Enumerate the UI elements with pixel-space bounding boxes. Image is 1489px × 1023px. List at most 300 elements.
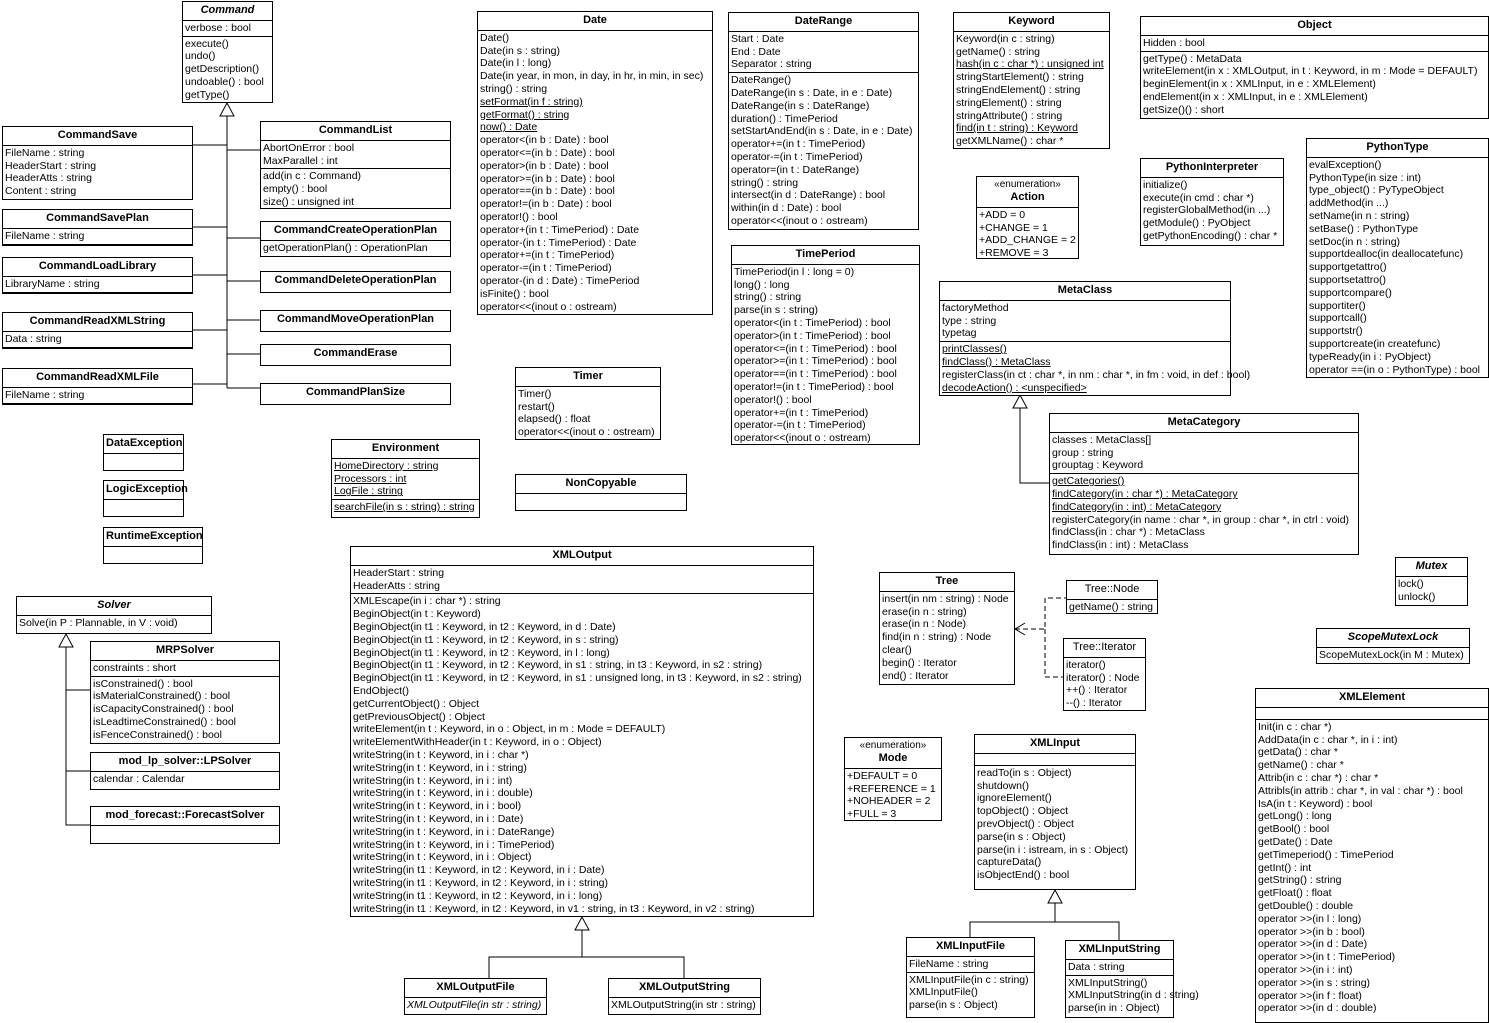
class-logic-exception[interactable]: [103, 480, 188, 517]
operation-row: getInt() : int: [1258, 861, 1312, 874]
attribute-compartment: [104, 499, 183, 511]
attribute-row: getXMLName() : char *: [956, 135, 1064, 148]
operation-row: duration() : TimePeriod: [731, 112, 838, 125]
class-name: TimePeriod: [795, 248, 856, 260]
operation-row: beginElement(in x : XMLInput, in e : XMLElement): [1143, 78, 1376, 91]
class-name: MetaClass: [1057, 284, 1113, 296]
operation-row: writeString(in t : Keyword, in i : bool): [353, 800, 522, 813]
attribute-compartment: [516, 493, 686, 505]
class-python-interpreter[interactable]: [1140, 158, 1284, 246]
attribute-row: operator!() : bool: [480, 210, 558, 223]
class-xmloutput[interactable]: [350, 546, 814, 917]
attribute-row: Keyword(in c : string): [956, 32, 1055, 45]
class-name: Tree::Iterator: [1072, 641, 1137, 653]
class-name: CommandReadXMLString: [29, 315, 166, 327]
operation-row: findCategory(in : int) : MetaCategory: [1052, 500, 1222, 513]
attribute-row: hash(in c : char *) : unsigned int: [956, 58, 1104, 71]
class-command-save-plan[interactable]: [2, 209, 193, 246]
class-header: [940, 282, 1230, 300]
class-name: Tree: [935, 575, 959, 587]
attribute-row: +ADD_CHANGE = 2: [979, 234, 1076, 247]
attribute-row: Date(in s : string): [480, 44, 560, 57]
attribute-compartment: [351, 565, 813, 594]
class-environment[interactable]: [331, 439, 480, 518]
attribute-compartment: [478, 30, 712, 315]
attribute-row: ++() : Iterator: [1066, 684, 1128, 697]
class-header: [261, 384, 450, 402]
attribute-row: Date(in l : long): [480, 57, 552, 70]
operation-compartment: [1256, 719, 1488, 1016]
class-header: [91, 807, 279, 825]
operation-compartment: [183, 36, 272, 103]
attribute-row: iterator(): [1066, 658, 1106, 671]
attribute-row: setBase() : PythonType: [1309, 222, 1419, 235]
operation-row: operator=(in t : DateRange): [731, 163, 860, 176]
operation-compartment: [91, 676, 279, 743]
class-name: Timer: [573, 370, 603, 382]
operation-row: XMLInputString(in d : string): [1068, 989, 1199, 1002]
attribute-row: restart(): [518, 400, 555, 413]
attribute-row: stringAttribute() : string: [956, 109, 1063, 122]
attribute-compartment: [261, 240, 450, 256]
operation-row: add(in c : Command): [263, 170, 362, 183]
attribute-row: operator>=(in t : TimePeriod) : bool: [734, 355, 897, 368]
attribute-row: getModule() : PyObject: [1143, 217, 1251, 230]
class-header: [1396, 558, 1467, 576]
attribute-row: registerGlobalMethod(in ...): [1143, 204, 1271, 217]
attribute-row: supportgetattro(): [1309, 261, 1387, 274]
class-name: Action: [1010, 191, 1045, 203]
operation-row: operator >>(in t : TimePeriod): [1258, 951, 1396, 964]
attribute-compartment: [845, 768, 941, 822]
operation-row: getSize()() : short: [1143, 103, 1225, 116]
attribute-row: Content : string: [5, 185, 77, 198]
operation-row: operator >>(in b : bool): [1258, 925, 1365, 938]
attribute-compartment: [3, 276, 192, 292]
class-header: [261, 272, 450, 290]
attribute-row: operator+=(in t : TimePeriod): [480, 249, 615, 262]
operation-row: empty() : bool: [263, 183, 328, 196]
operation-row: XMLEscape(in i : char *) : string: [353, 595, 501, 608]
operation-row: searchFile(in s : string) : string: [334, 501, 475, 514]
operation-row: getCurrentObject() : Object: [353, 697, 480, 710]
attribute-row: now() : Date: [480, 121, 538, 134]
operation-row: getString() : string: [1258, 874, 1342, 887]
operation-compartment: [3, 347, 192, 359]
class-action[interactable]: [976, 176, 1079, 259]
attribute-row: erase(in n : Node): [882, 618, 967, 631]
attribute-compartment: [880, 591, 1014, 684]
attribute-row: LibraryName : string: [5, 277, 100, 290]
class-header: [1050, 414, 1358, 432]
attribute-row: long() : long: [734, 278, 790, 291]
attribute-row: supportcreate(in createfunc): [1309, 337, 1441, 350]
class-header: [609, 979, 760, 997]
attribute-row: getName() : string: [1069, 600, 1154, 613]
class-command-erase[interactable]: [260, 344, 451, 366]
attribute-row: supportstr(): [1309, 325, 1363, 338]
class-command-plan-size[interactable]: [260, 383, 451, 405]
attribute-row: factoryMethod: [942, 301, 1009, 314]
attribute-row: operator==(in b : Date) : bool: [480, 185, 615, 198]
class-header: [332, 440, 479, 458]
class-stereotype: «enumeration»: [859, 740, 927, 751]
operation-row: DateRange(in s : DateRange): [731, 99, 870, 112]
attribute-row: operator!() : bool: [734, 393, 812, 406]
class-tree[interactable]: [879, 572, 1015, 685]
operation-row: endElement(in x : XMLInput, in e : XMLElement): [1143, 90, 1368, 103]
operation-row: writeElement(in t : Keyword, in o : Object, in m : Mode = DEFAULT): [353, 723, 666, 736]
operation-row: operator<<(inout o : ostream): [731, 214, 868, 227]
operation-row: undo(): [185, 50, 216, 63]
attribute-row: operator+(in t : TimePeriod) : Date: [480, 223, 640, 236]
class-name: XMLInputString: [1078, 943, 1161, 955]
class-forecast-solver[interactable]: [90, 806, 280, 844]
attribute-row: +CHANGE = 1: [979, 221, 1048, 234]
class-command-move-operation-plan[interactable]: [260, 310, 451, 332]
class-name: XMLElement: [1338, 691, 1405, 703]
class-name: CommandErase: [313, 347, 398, 359]
class-timer[interactable]: [515, 367, 661, 440]
class-name: CommandSave: [57, 129, 138, 141]
operation-row: getBool() : bool: [1258, 823, 1330, 836]
attribute-row: End : Date: [731, 45, 781, 58]
attribute-row: HeaderStart : string: [353, 566, 445, 579]
class-header: [907, 938, 1034, 956]
inheritance-line: [970, 903, 1055, 937]
class-name: XMLOutputString: [638, 981, 731, 993]
attribute-compartment: [17, 615, 211, 631]
operation-row: getTimeperiod() : TimePeriod: [1258, 848, 1394, 861]
attribute-row: operator>(in b : Date) : bool: [480, 159, 609, 172]
attribute-compartment: [1066, 959, 1173, 975]
operation-row: writeString(in t : Keyword, in i : Object): [353, 851, 532, 864]
attribute-row: operator<<(inout o : ostream): [480, 300, 617, 313]
inheritance-line: [489, 930, 582, 978]
class-name: CommandLoadLibrary: [38, 260, 157, 272]
class-header: [478, 12, 712, 30]
class-header: [845, 738, 941, 768]
operation-row: readTo(in s : Object): [977, 766, 1072, 779]
class-name: ScopeMutexLock: [1347, 631, 1439, 643]
class-header: [104, 435, 183, 453]
class-name: CommandSavePlan: [46, 212, 149, 224]
class-header: [3, 369, 192, 387]
operation-row: parse(in in : Object): [1068, 1002, 1160, 1015]
operation-row: DateRange(in s : Date, in e : Date): [731, 86, 893, 99]
class-tree-iterator[interactable]: [1063, 638, 1146, 711]
attribute-row: insert(in nm : string) : Node: [882, 592, 1009, 605]
class-command-read-xmlfile[interactable]: [2, 368, 193, 405]
attribute-row: FileName : string: [909, 957, 989, 970]
attribute-row: +NOHEADER = 2: [847, 795, 931, 808]
attribute-row: calendar : Calendar: [93, 772, 185, 785]
attribute-row: setFormat(in f : string): [480, 95, 583, 108]
operation-row: findClass(in : char *) : MetaClass: [1052, 526, 1205, 539]
attribute-row: operator<(in t : TimePeriod) : bool: [734, 316, 891, 329]
operation-row: parse(in s : Object): [909, 999, 998, 1012]
operation-row: isObjectEnd() : bool: [977, 869, 1070, 882]
class-mode[interactable]: [844, 737, 942, 821]
inheritance-line: [582, 957, 684, 978]
attribute-row: setName(in n : string): [1309, 209, 1410, 222]
operation-row: writeString(in t1 : Keyword, in t2 : Keyword, in v1 : string, in t3 : Keyword, in v2 : string): [353, 902, 755, 915]
attribute-row: string() : string: [734, 291, 802, 304]
class-name: XMLOutput: [552, 549, 612, 561]
class-xmloutput-file[interactable]: [404, 978, 547, 1015]
operation-row: intersect(in d : DateRange) : bool: [731, 189, 886, 202]
operation-row: shutdown(): [977, 779, 1029, 792]
attribute-compartment: [907, 956, 1034, 972]
operation-row: writeString(in t : Keyword, in i : TimePeriod): [353, 838, 555, 851]
attribute-row: AbortOnError : bool: [263, 141, 355, 154]
class-xmlinput[interactable]: [974, 734, 1136, 890]
class-name: XMLInputFile: [935, 940, 1006, 952]
attribute-compartment: [1064, 657, 1145, 711]
operation-row: getType(): [185, 88, 230, 101]
class-name: mod_forecast::ForecastSolver: [105, 809, 265, 821]
class-keyword[interactable]: [953, 12, 1110, 149]
class-header: [183, 2, 272, 20]
attribute-compartment: [104, 453, 183, 465]
class-time-period[interactable]: [731, 245, 920, 445]
attribute-compartment: [104, 546, 202, 558]
operation-row: BeginObject(in t : Keyword): [353, 608, 481, 621]
class-object[interactable]: [1140, 16, 1489, 119]
class-xmlelement[interactable]: [1255, 688, 1489, 1023]
class-name: Environment: [371, 442, 440, 454]
class-lpsolver[interactable]: [90, 752, 280, 790]
class-header: [1317, 629, 1469, 647]
attribute-row: +FULL = 3: [847, 808, 897, 821]
class-header: [1256, 689, 1488, 707]
inheritance-line: [1020, 408, 1049, 483]
attribute-row: +ADD = 0: [979, 208, 1026, 221]
class-command-delete-operation-plan[interactable]: [260, 271, 451, 293]
class-data-exception[interactable]: [103, 434, 184, 471]
attribute-row: type_object() : PyTypeObject: [1309, 184, 1444, 197]
attribute-row: operator+=(in t : TimePeriod): [734, 406, 869, 419]
class-xmlinput-string[interactable]: [1065, 940, 1199, 1018]
attribute-row: HomeDirectory : string: [334, 459, 439, 472]
operation-row: getFloat() : float: [1258, 887, 1332, 900]
operation-row: DateRange(): [731, 74, 792, 87]
class-name: LogicException: [106, 483, 188, 495]
class-xmlinput-file[interactable]: [906, 937, 1035, 1018]
class-date[interactable]: [477, 11, 713, 315]
inheritance-line: [66, 647, 90, 825]
operation-row: operator >>(in l : long): [1258, 912, 1362, 925]
class-name: Tree::Node: [1084, 583, 1140, 595]
operation-row: getData() : char *: [1258, 746, 1338, 759]
class-mrpsolver[interactable]: [90, 641, 280, 744]
operation-row: BeginObject(in t1 : Keyword, in t2 : Keyword, in d : Date): [353, 620, 616, 633]
class-mutex[interactable]: [1395, 557, 1468, 606]
attribute-row: supportdealloc(in deallocatefunc): [1309, 248, 1464, 261]
class-header: [1067, 581, 1157, 599]
inheritance-arrowhead: [575, 917, 589, 930]
attribute-row: --() : Iterator: [1066, 697, 1123, 710]
class-name: CommandDeleteOperationPlan: [274, 274, 437, 286]
class-meta-class[interactable]: [939, 281, 1251, 396]
attribute-row: MaxParallel : int: [263, 154, 338, 167]
class-header: [405, 979, 546, 997]
attribute-row: XMLOutputFile(in str : string): [407, 998, 542, 1011]
class-command-load-library[interactable]: [2, 257, 193, 294]
operation-row: string() : string: [731, 176, 799, 189]
class-header: [516, 368, 660, 386]
inheritance-arrowhead: [1048, 890, 1062, 903]
inheritance-arrowhead: [220, 103, 234, 116]
attribute-row: Data : string: [1068, 960, 1125, 973]
class-header: [104, 481, 188, 499]
attribute-row: operator<=(in b : Date) : bool: [480, 146, 615, 159]
operation-row: writeString(in t1 : Keyword, in t2 : Keyword, in i : string): [353, 876, 609, 889]
operation-row: BeginObject(in t1 : Keyword, in t2 : Keyword, in s : string): [353, 633, 619, 646]
attribute-row: XMLOutputString(in str : string): [611, 998, 756, 1011]
attribute-row: iterator() : Node: [1066, 671, 1140, 684]
operation-row: writeElement(in x : XMLOutput, in t : Keyword, in m : Mode = DEFAULT): [1143, 65, 1478, 78]
class-header: [3, 210, 192, 228]
operation-row: parse(in i : istream, in s : Object): [977, 843, 1129, 856]
class-meta-category[interactable]: [1049, 413, 1359, 555]
operation-row: getType() : MetaData: [1143, 52, 1242, 65]
class-command-read-xmlstring[interactable]: [2, 312, 193, 349]
class-name: XMLInput: [1029, 737, 1081, 749]
attribute-row: Processors : int: [334, 472, 407, 485]
class-name: Object: [1297, 19, 1332, 31]
class-command-save[interactable]: [2, 126, 193, 200]
attribute-compartment: [729, 31, 918, 72]
attribute-row: grouptag : Keyword: [1052, 459, 1144, 472]
class-header: [1141, 159, 1283, 177]
class-command-list[interactable]: [260, 121, 451, 209]
class-tree-node[interactable]: [1066, 580, 1158, 614]
attribute-row: operator<=(in t : TimePeriod) : bool: [734, 342, 897, 355]
operation-row: printClasses(): [942, 343, 1007, 356]
class-header: [91, 753, 279, 771]
class-command-create-operation-plan[interactable]: [260, 221, 451, 257]
operation-row: Attrib(in c : char *) : char *: [1258, 771, 1379, 784]
attribute-row: +REFERENCE = 1: [847, 782, 936, 795]
class-name: PythonType: [1366, 141, 1429, 153]
class-header: [3, 258, 192, 276]
class-name: NonCopyable: [565, 477, 637, 489]
operation-compartment: [3, 292, 192, 304]
attribute-compartment: [3, 387, 192, 403]
operation-row: isFenceConstrained() : bool: [93, 728, 222, 741]
class-date-range[interactable]: [728, 12, 919, 230]
attribute-row: ScopeMutexLock(in M : Mutex): [1319, 648, 1464, 661]
operation-row: findCategory(in : char *) : MetaCategory: [1052, 487, 1238, 500]
attribute-row: operator ==(in o : PythonType) : bool: [1309, 363, 1481, 376]
attribute-row: lock(): [1398, 577, 1424, 590]
attribute-row: FileName : string: [5, 146, 85, 159]
attribute-row: operator-(in d : Date) : TimePeriod: [480, 274, 640, 287]
attribute-row: erase(in n : string): [882, 605, 967, 618]
attribute-row: Timer(): [518, 387, 552, 400]
operation-row: getCategories(): [1052, 475, 1125, 488]
attribute-compartment: [1256, 707, 1488, 719]
class-header: [1066, 941, 1173, 959]
attribute-row: getOperationPlan() : OperationPlan: [263, 241, 428, 254]
attribute-row: group : string: [1052, 446, 1114, 459]
class-name: CommandPlanSize: [305, 386, 406, 398]
attribute-row: operator==(in t : TimePeriod) : bool: [734, 368, 897, 381]
operation-row: findClass() : MetaClass: [942, 355, 1051, 368]
operation-row: writeString(in t : Keyword, in i : char *): [353, 748, 529, 761]
attribute-compartment: [3, 145, 192, 199]
attribute-row: operator-(in t : TimePeriod) : Date: [480, 236, 637, 249]
operation-row: undoable() : bool: [185, 75, 264, 88]
attribute-row: Date(): [480, 31, 510, 44]
operation-row: writeString(in t : Keyword, in i : Date): [353, 812, 524, 825]
operation-row: writeString(in t1 : Keyword, in t2 : Keyword, in i : long): [353, 889, 603, 902]
attribute-row: +REMOVE = 3: [979, 247, 1049, 260]
attribute-row: setDoc(in n : string): [1309, 235, 1401, 248]
operation-row: BeginObject(in t1 : Keyword, in t2 : Keyword, in s1 : string, in t3 : Keyword, in s2 : string): [353, 659, 763, 672]
class-header: [3, 127, 192, 145]
attribute-row: supportcompare(): [1309, 286, 1392, 299]
attribute-compartment: [1307, 157, 1488, 378]
class-non-copyable[interactable]: [515, 474, 687, 511]
operation-row: IsA(in t : Keyword) : bool: [1258, 797, 1373, 810]
operation-row: getDescription(): [185, 63, 260, 76]
class-scope-mutex-lock[interactable]: [1316, 628, 1470, 664]
attribute-row: supportcall(): [1309, 312, 1367, 325]
attribute-row: initialize(): [1143, 178, 1188, 191]
operation-compartment: [351, 593, 813, 916]
class-header: [17, 597, 211, 615]
class-name: Date: [583, 14, 607, 26]
class-command[interactable]: [182, 1, 273, 103]
attribute-compartment: [183, 20, 272, 36]
class-python-type[interactable]: [1306, 138, 1489, 378]
attribute-compartment: [261, 140, 450, 169]
attribute-row: string() : string: [480, 82, 548, 95]
attribute-row: FileName : string: [5, 388, 85, 401]
operation-row: registerCategory(in name : char *, in group : char *, in ctrl : void): [1052, 513, 1350, 526]
operation-row: getDouble() : double: [1258, 899, 1354, 912]
operation-row: BeginObject(in t1 : Keyword, in t2 : Keyword, in l : long): [353, 646, 610, 659]
attribute-row: find(in t : string) : Keyword: [956, 122, 1078, 135]
operation-row: XMLInputString(): [1068, 976, 1148, 989]
operation-row: operator >>(in i : int): [1258, 963, 1353, 976]
operation-row: operator+=(in t : TimePeriod): [731, 138, 866, 151]
attribute-row: operator!=(in b : Date) : bool: [480, 198, 612, 211]
class-header: [3, 313, 192, 331]
class-header: [729, 13, 918, 31]
attribute-row: typeReady(in i : PyObject): [1309, 350, 1431, 363]
class-header: [1141, 17, 1488, 35]
operation-row: prevObject() : Object: [977, 817, 1074, 830]
operation-row: Attribls(in attrib : char *, in val : char *) : bool: [1258, 784, 1463, 797]
attribute-compartment: [1141, 177, 1283, 244]
operation-row: within(in d : Date) : bool: [731, 202, 842, 215]
operation-row: XMLInputFile(in c : string): [909, 973, 1029, 986]
class-header: [261, 222, 450, 240]
class-header: [732, 246, 919, 264]
class-runtime-exception[interactable]: [103, 527, 203, 564]
class-header: [954, 13, 1109, 31]
attribute-compartment: [732, 264, 919, 446]
attribute-compartment: [940, 300, 1230, 341]
operation-row: decodeAction() : <unspecified>: [942, 381, 1087, 394]
operation-row: AddData(in c : char *, in i : int): [1258, 733, 1398, 746]
attribute-row: getPythonEncoding() : char *: [1143, 229, 1278, 242]
class-solver[interactable]: [16, 596, 212, 634]
class-xmloutput-string[interactable]: [608, 978, 761, 1015]
